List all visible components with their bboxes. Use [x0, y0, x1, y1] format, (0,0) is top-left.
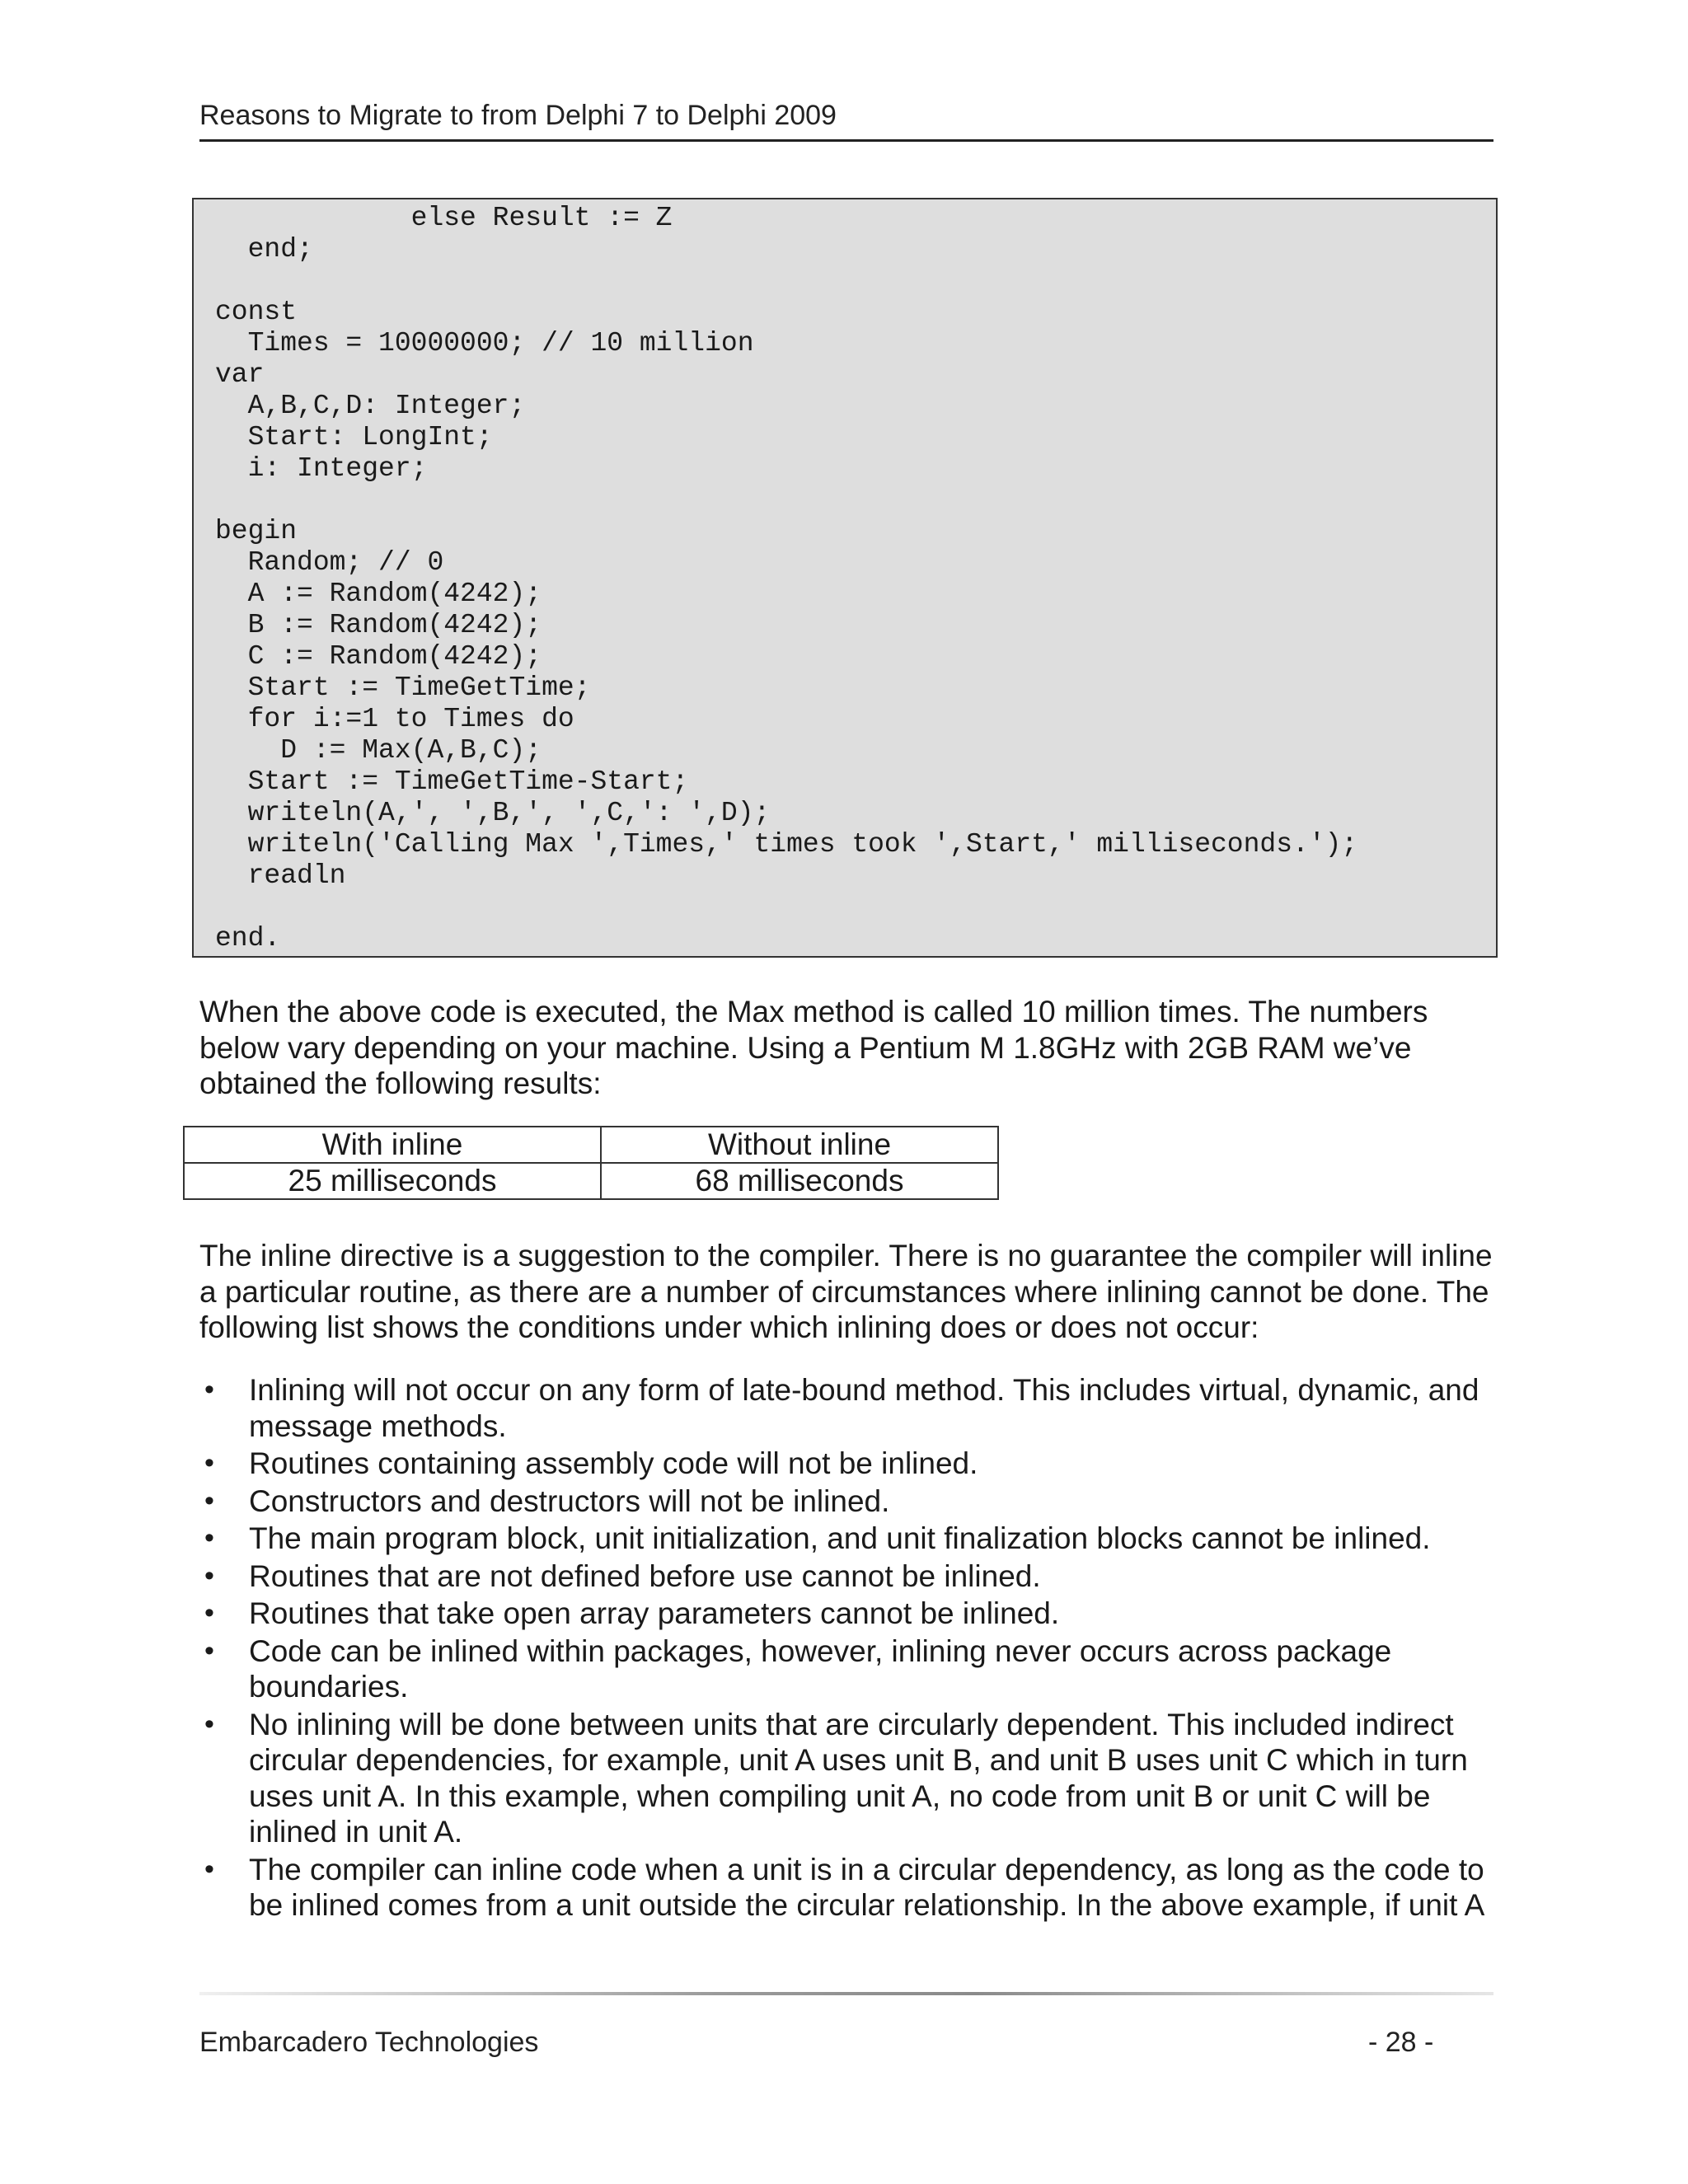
code-line: writeln('Calling Max ',Times,' times took ',Start,' milliseconds.'); [215, 829, 1358, 860]
list-item-text: The compiler can inline code when a unit is in a circular dependency, as long as the code to be inlined comes from a unit outside the circular relationship. In the above example, if unit A [249, 1852, 1485, 1922]
list-item [199, 1707, 1518, 1850]
footer-company: Embarcadero Technologies [199, 2027, 539, 2058]
table-header-cell: Without inline [601, 1127, 998, 1163]
code-line: Random; // 0 [215, 547, 444, 578]
list-item-text: Routines that are not defined before use cannot be inlined. [249, 1558, 1041, 1593]
list-item [199, 1521, 1518, 1557]
code-line: i: Integer; [215, 453, 428, 484]
code-line: readln [215, 860, 346, 891]
code-line [215, 265, 1496, 297]
table-header-cell: With inline [184, 1127, 601, 1163]
list-item-text: Routines containing assembly code will not be inlined. [249, 1446, 978, 1480]
list-item-text: No inlining will be done between units that are circularly dependent. This included indirect circular dependencies, for example, unit A uses unit B, and unit B uses unit C which in turn uses unit A. In this example, when compiling unit A, no code from unit B or unit C will be inlined in unit A. [249, 1707, 1468, 1849]
document-title: Reasons to Migrate to from Delphi 7 to Delphi 2009 [199, 100, 837, 131]
code-line: Start := TimeGetTime-Start; [215, 766, 689, 797]
code-line [215, 485, 1496, 516]
list-item-text: Inlining will not occur on any form of late-bound method. This includes virtual, dynamic, and message methods. [249, 1373, 1479, 1443]
bullet-icon: • [204, 1634, 214, 1666]
inline-note-paragraph: The inline directive is a suggestion to the compiler. There is no guarantee the compiler will inline a particular routine, as there are a number of circumstances where inlining cannot be done. The following list shows the conditions under which inlining does or does not occur: [199, 1239, 1493, 1344]
list-item-text: The main program block, unit initialization, and unit finalization blocks cannot be inlined. [249, 1521, 1431, 1555]
intro-paragraph: When the above code is executed, the Max method is called 10 million times. The numbers below vary depending on your machine. Using a Pentium M 1.8GHz with 2GB RAM we’ve obtained the following results: [199, 995, 1428, 1100]
code-line: A,B,C,D: Integer; [215, 391, 526, 421]
bullet-icon: • [204, 1447, 214, 1479]
list-item-text: Constructors and destructors will not be inlined. [249, 1483, 890, 1518]
code-line: writeln(A,', ',B,', ',C,': ',D); [215, 798, 771, 828]
code-line: Times = 10000000; // 10 million [215, 328, 754, 359]
page-number: - 28 - [1368, 2027, 1434, 2058]
code-line: B := Random(4242); [215, 610, 542, 640]
bullet-icon: • [204, 1522, 214, 1554]
list-item [199, 1372, 1518, 1444]
table-row [184, 1163, 998, 1199]
code-line: else Result := Z [215, 203, 673, 233]
list-item [199, 1633, 1518, 1705]
page-header [199, 94, 1493, 142]
list-item [199, 1558, 1518, 1595]
code-listing [192, 198, 1498, 958]
list-item [199, 1483, 1518, 1520]
list-item-text: Routines that take open array parameters cannot be inlined. [249, 1596, 1060, 1630]
list-item [199, 1596, 1518, 1632]
bullet-icon: • [204, 1853, 214, 1885]
code-line: const [215, 297, 298, 327]
code-line: end. [215, 923, 281, 954]
code-line: Start: LongInt; [215, 422, 493, 452]
code-line: A := Random(4242); [215, 579, 542, 609]
list-item [199, 1446, 1518, 1482]
code-line: D := Max(A,B,C); [215, 735, 542, 766]
inlining-conditions-list [199, 1372, 1518, 1925]
list-item-text: Code can be inlined within packages, however, inlining never occurs across package boundaries. [249, 1633, 1392, 1704]
code-line: var [215, 359, 265, 390]
code-line: for i:=1 to Times do [215, 704, 574, 734]
footer-divider [199, 1992, 1493, 1995]
table-header-row [184, 1127, 998, 1163]
list-item [199, 1852, 1518, 1924]
bullet-icon: • [204, 1708, 214, 1740]
bullet-icon: • [204, 1374, 214, 1405]
table-cell: 68 milliseconds [601, 1163, 998, 1199]
results-table [183, 1126, 999, 1200]
code-line: C := Random(4242); [215, 641, 542, 672]
table-cell: 25 milliseconds [184, 1163, 601, 1199]
code-line [215, 892, 1496, 923]
code-line: begin [215, 516, 298, 546]
bullet-icon: • [204, 1559, 214, 1591]
bullet-icon: • [204, 1597, 214, 1629]
code-line: end; [215, 234, 313, 265]
bullet-icon: • [204, 1484, 214, 1516]
code-line: Start := TimeGetTime; [215, 673, 591, 703]
